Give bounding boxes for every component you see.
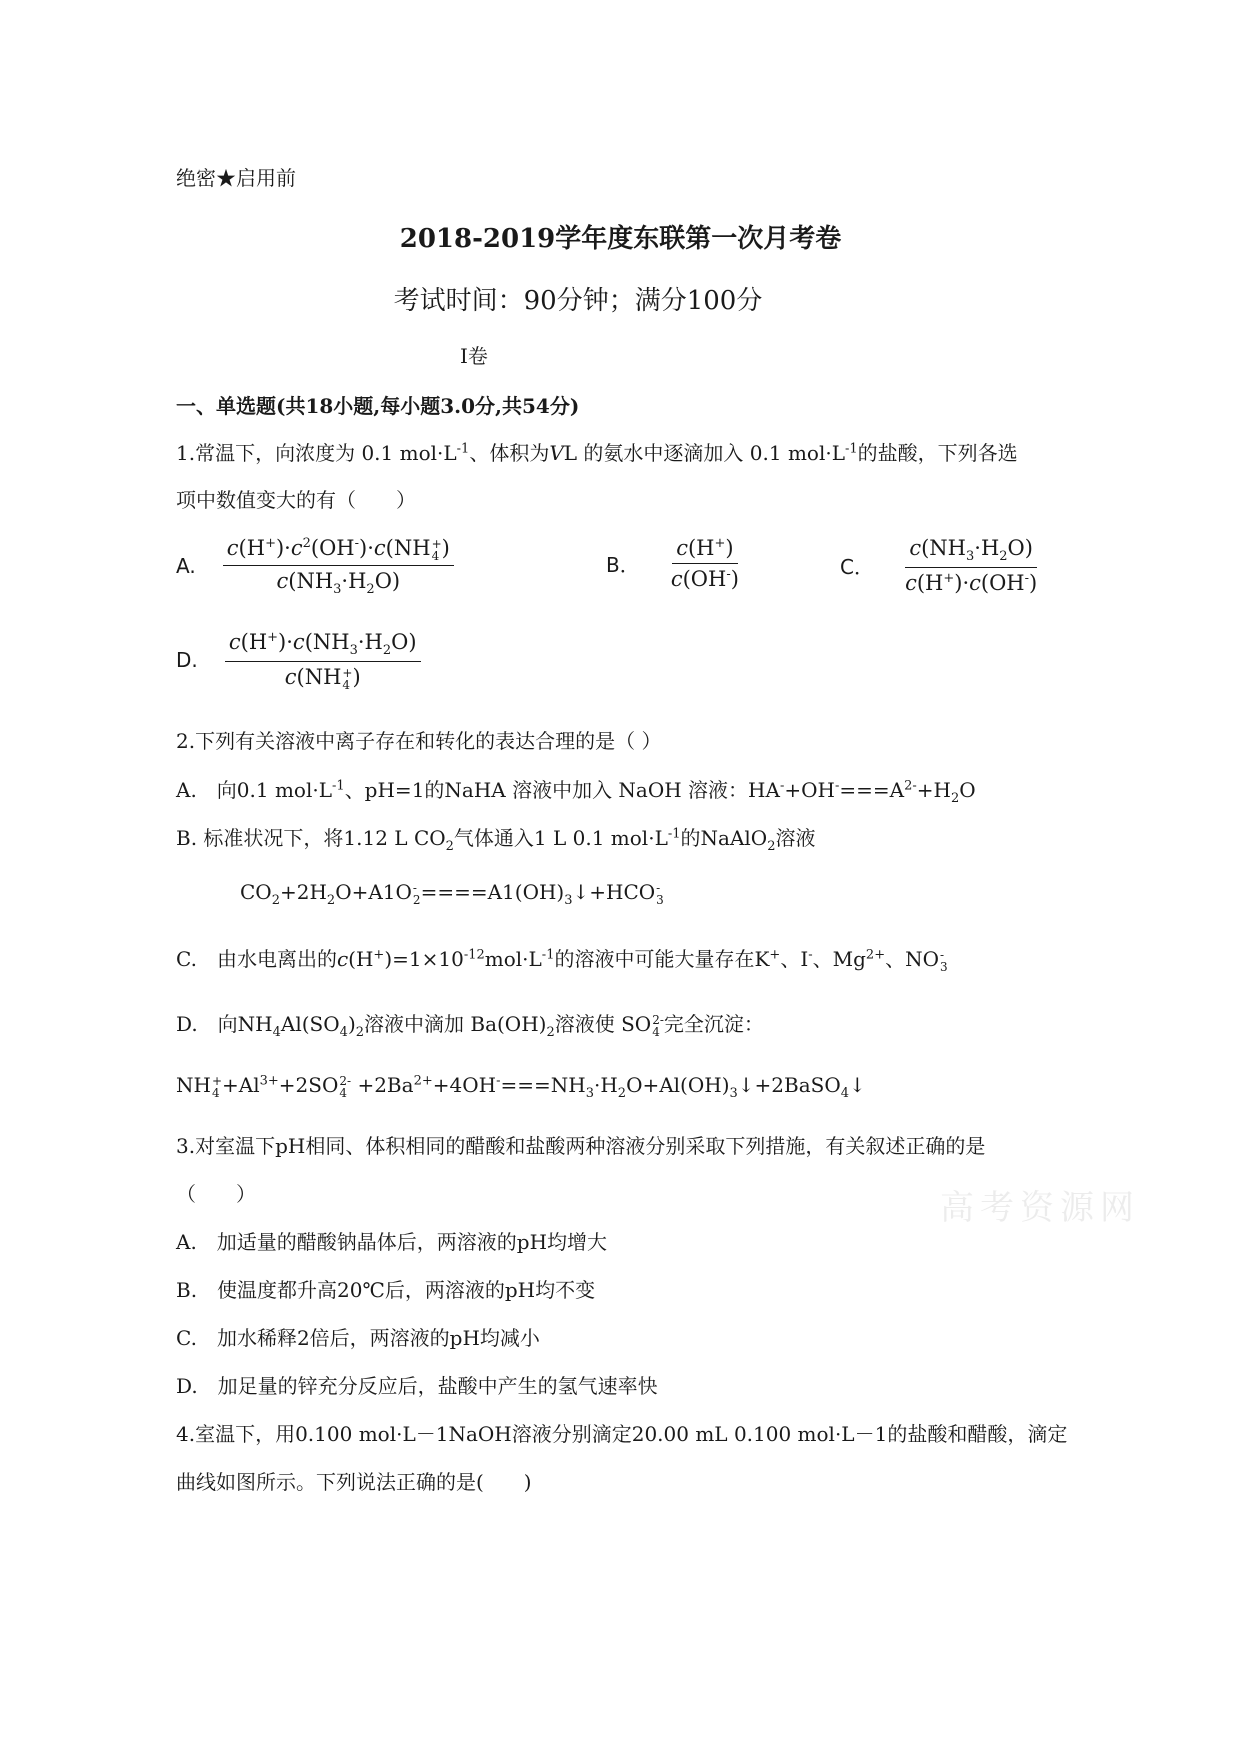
q1-option-a-label: A.	[176, 554, 196, 579]
q1-option-c-label: C．	[840, 555, 874, 580]
q1-option-a-fraction	[223, 536, 454, 597]
q1-option-d-label: D.	[176, 648, 198, 673]
q3-option-a: A. 加适量的醋酸钠晶体后，两溶液的pH均增大	[176, 1230, 608, 1254]
q1-option-b	[606, 536, 743, 591]
watermark: 高考资源网	[940, 1188, 1140, 1228]
q3-option-d: D. 加足量的锌充分反应后，盐酸中产生的氢气速率快	[176, 1374, 658, 1398]
q3-option-b: B. 使温度都升高20℃后，两溶液的pH均不变	[176, 1278, 596, 1302]
section-heading: 一、单选题(共18小题,每小题3.0分,共54分)	[176, 394, 580, 418]
exam-info: 考试时间：90分钟；满分100分	[393, 286, 763, 316]
q1-option-b-denominator: c(OH-)	[670, 567, 739, 591]
q1-option-b-label: B．	[606, 553, 640, 577]
q1-option-c-fraction	[901, 536, 1041, 595]
q1-option-a	[176, 536, 454, 597]
q1-option-d-numerator: $c(H^+)\cdot c(NH_3\cdot H_2O)$	[225, 630, 421, 662]
exam-title: 2018-2019学年度东联第一次月考卷	[399, 224, 842, 254]
q1-option-c-numerator: $c(NH_3\cdot H_2O)$	[905, 536, 1037, 568]
q2-option-d-equation: NH + 4 $+Al^{3+}+2SO$ 2- 4 $+2Ba^{2+}+4OH^-===NH_3\cdot H_2O+Al(OH)_3↓+2BaSO_4↓$	[176, 1073, 866, 1101]
q1-option-b-numerator: c(H+)	[672, 536, 737, 564]
q1-option-d-fraction	[225, 630, 421, 691]
q2-option-b: B. 标准状况下，将1.12 L $CO_2$气体通入1 L 0.1 $mol\cdot L^{-1}$的NaAlO$_2$溶液	[176, 826, 816, 854]
q2-option-a: A. 向0.1 $mol\cdot L^{-1}$、pH=1的NaHA 溶液中加入 NaOH 溶液：$HA^-+OH^-===A^{2-}+H_2O$	[176, 778, 976, 806]
q2-stem: 2.下列有关溶液中离子存在和转化的表达合理的是（ ）	[176, 729, 662, 753]
q4-stem-line2: 曲线如图所示。下列说法正确的是( )	[176, 1470, 532, 1494]
volume-label: I卷	[460, 344, 488, 368]
q1-stem-line1: 1.常温下，向浓度为 0.1 $mol\cdot L^{-1}$、体积为VL 的氨水中逐滴加入 0.1 $mol\cdot L^{-1}$的盐酸，下列各选	[176, 441, 1018, 465]
q1-option-a-denominator: $c(NH_3\cdot H_2O)$	[276, 568, 401, 597]
q3-stem: 3.对室温下pH相同、体积相同的醋酸和盐酸两种溶液分别采取下列措施，有关叙述正确的是	[176, 1134, 986, 1158]
q4-stem-line1: 4.室温下，用0.100 mol·L－1NaOH溶液分别滴定20.00 mL 0.100 mol·L－1的盐酸和醋酸，滴定	[176, 1422, 1068, 1446]
q1-option-d	[176, 630, 421, 691]
q3-paren: （ ）	[176, 1182, 256, 1206]
q3-option-c: C. 加水稀释2倍后，两溶液的pH均减小	[176, 1326, 540, 1350]
q1-option-d-denominator: c(NH + 4 )	[284, 665, 361, 692]
q1-option-c-denominator: c(H+)·c(OH-)	[905, 571, 1038, 596]
secret-mark: 绝密★启用前	[176, 166, 296, 190]
q1-option-c	[840, 536, 1041, 595]
q2-option-d: D. 向$NH_4Al(SO_4)_2$溶液中滴加 $Ba(OH)_2$溶液使 SO 2- 4 完全沉淀：	[176, 1012, 764, 1040]
q2-option-b-equation: $CO_2+2H_2O+A1O$ - 2 $====A1(OH)_3↓+HCO$ - 3	[240, 880, 664, 908]
q1-option-a-numerator: $c(H^+)\cdot c^2(OH^-)\cdot c(NH$ + 4 )	[223, 536, 454, 566]
q1-option-b-fraction	[667, 536, 743, 591]
q2-option-c: C. 由水电离出的$c(H^+)=1\times 10^{-12}mol\cdot L^{-1}$的溶液中可能大量存在K+、I-、$Mg^{2+}$、NO - 3	[176, 947, 948, 974]
q1-stem-line2: 项中数值变大的有（ ）	[176, 488, 416, 512]
